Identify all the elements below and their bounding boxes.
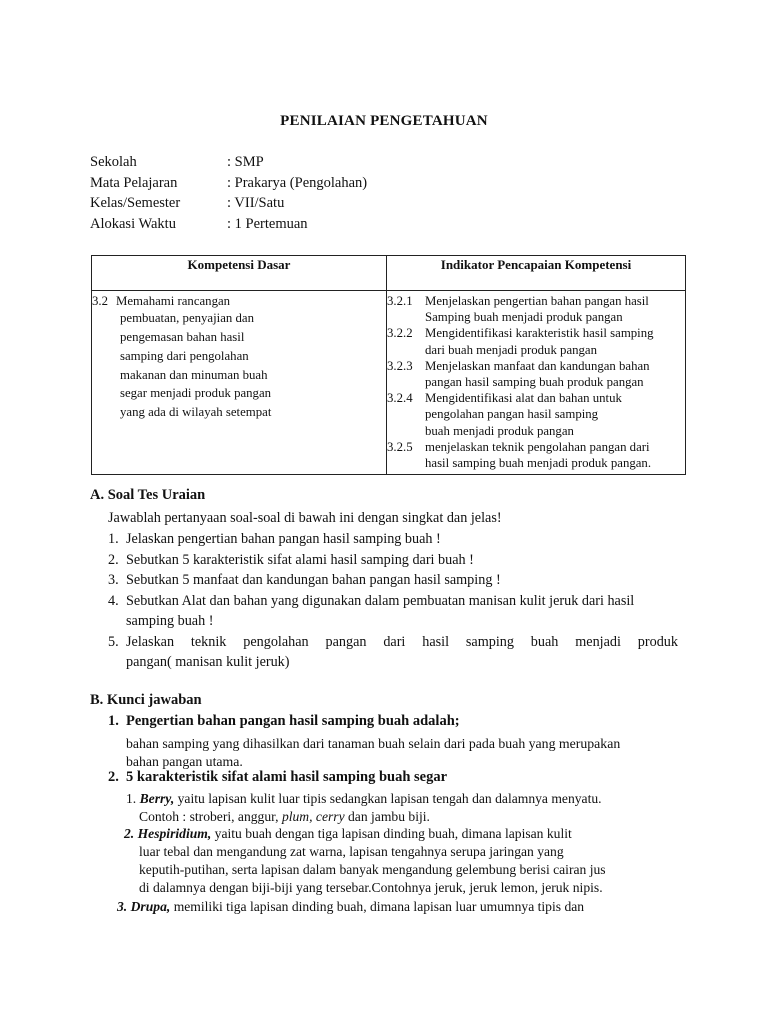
indicator-line: Mengidentifikasi alat dan bahan untuk xyxy=(425,391,622,406)
question-item xyxy=(108,632,678,673)
kd-line: pengemasan bahan hasil xyxy=(120,330,245,344)
characteristic-line: memiliki tiga lapisan dinding buah, dimana lapisan luar umumnya tipis dan xyxy=(173,899,585,914)
info-value: : Prakarya (Pengolahan) xyxy=(227,174,368,191)
indicator-item xyxy=(387,439,685,471)
page-title: PENILAIAN PENGETAHUAN xyxy=(280,113,488,129)
question-number: 4. xyxy=(108,592,119,609)
question-number: 2. xyxy=(108,551,119,568)
indicator-line: Mengidentifikasi karakteristik hasil samping xyxy=(425,326,654,341)
kd-number: 3.2 xyxy=(92,294,108,308)
info-row xyxy=(90,195,367,216)
question-number: 1. xyxy=(108,531,119,547)
kd-cell xyxy=(92,291,387,475)
info-label: Alokasi Waktu xyxy=(90,215,176,232)
competency-table xyxy=(91,255,686,475)
characteristic-item xyxy=(126,790,602,826)
indicator-line: menjelaskan teknik pengolahan pangan dari xyxy=(425,439,650,454)
question-item xyxy=(108,529,678,550)
kd-line: pembuatan, penyajian dan xyxy=(120,311,254,326)
question-text: Sebutkan 5 karakteristik sifat alami hasil samping dari buah ! xyxy=(126,551,474,568)
example-prefix: Contoh : stroberi, anggur, xyxy=(139,809,282,824)
indicator-line: buah menjadi produk pangan xyxy=(425,423,574,438)
indicator-number: 3.2.5 xyxy=(387,439,413,454)
indicator-text xyxy=(425,358,685,390)
info-row xyxy=(90,154,367,175)
question-item xyxy=(108,591,678,632)
characteristic-line: di dalamnya dengan biji-biji yang tersebar.Contohnya jeruk, jeruk lemon, jeruk nipis. xyxy=(139,880,603,895)
indicator-number: 3.2.1 xyxy=(387,294,413,308)
section-a-instruction: Jawablah pertanyaan soal-soal di bawah ini dengan singkat dan jelas! xyxy=(108,510,502,526)
section-b-heading: B. Kunci jawaban xyxy=(90,692,202,708)
question-list xyxy=(108,529,678,673)
question-number: 3. xyxy=(108,572,119,588)
characteristic-example xyxy=(126,808,602,826)
kd-line: Memahami rancangan xyxy=(116,294,231,308)
indicator-item xyxy=(387,293,685,325)
characteristic-line: yaitu lapisan kulit luar tipis sedangkan lapisan tengah dan dalamnya menyatu. xyxy=(177,791,602,806)
info-label: Sekolah xyxy=(90,154,137,170)
table-header-indicator: Indikator Pencapaian Kompetensi xyxy=(387,256,686,291)
question-text xyxy=(126,632,678,673)
question-line: Sebutkan Alat dan bahan yang digunakan dalam pembuatan manisan kulit jeruk dari hasil xyxy=(126,592,635,609)
question-text xyxy=(126,591,678,632)
answer-number: 2. xyxy=(108,769,119,785)
answer-line: bahan pangan utama. xyxy=(126,753,243,769)
question-line: Jelaskan teknik pengolahan pangan dari hasil samping buah menjadi produk xyxy=(126,633,678,650)
indicator-line: Menjelaskan pengertian bahan pangan hasil xyxy=(425,294,649,308)
characteristic-line: luar tebal dan mengandung zat warna, lapisan tengahnya serupa jaringan yang xyxy=(139,844,564,859)
characteristic-term: Drupa, xyxy=(130,899,171,914)
indicator-item xyxy=(387,358,685,390)
indicator-item xyxy=(387,390,685,439)
example-suffix: dan jambu biji. xyxy=(344,809,430,824)
indicator-text xyxy=(425,325,685,357)
info-label: Kelas/Semester xyxy=(90,195,181,211)
answer-number: 1. xyxy=(108,713,119,729)
info-value: : VII/Satu xyxy=(227,195,285,211)
indicator-number: 3.2.2 xyxy=(387,326,413,341)
indicator-line: Samping buah menjadi produk pangan xyxy=(425,310,623,325)
section-a-heading: A. Soal Tes Uraian xyxy=(90,487,206,503)
indicator-line: hasil samping buah menjadi produk pangan. xyxy=(425,456,652,471)
indicator-number: 3.2.3 xyxy=(387,358,413,373)
table-header-row xyxy=(92,256,686,291)
question-text: Sebutkan 5 manfaat dan kandungan bahan pangan hasil samping ! xyxy=(126,572,501,588)
indicator-line: dari buah menjadi produk pangan xyxy=(425,342,597,357)
table-row xyxy=(92,291,686,475)
question-number: 5. xyxy=(108,633,119,650)
kd-line: yang ada di wilayah setempat xyxy=(120,405,272,420)
characteristic-term: Hespiridium, xyxy=(137,826,212,841)
question-item xyxy=(108,570,678,591)
info-value: : 1 Pertemuan xyxy=(227,215,308,232)
indicator-text xyxy=(425,439,685,471)
kd-rest xyxy=(92,309,386,422)
kd-line: makanan dan minuman buah xyxy=(120,367,268,382)
answer-line: bahan samping yang dihasilkan dari tanaman buah selain dari pada buah yang merupakan xyxy=(126,736,621,751)
indicator-text xyxy=(425,293,685,325)
indicator-text xyxy=(425,390,685,439)
indicator-line: Menjelaskan manfaat dan kandungan bahan xyxy=(425,358,650,373)
characteristic-line: keputih-putihan, serta lapisan dalam banyak mengandung gelembung berisi cairan jus xyxy=(139,862,606,877)
question-text: Jelaskan pengertian bahan pangan hasil samping buah ! xyxy=(126,531,441,547)
indicator-cell xyxy=(387,291,686,475)
characteristic-term: Berry, xyxy=(139,791,175,806)
characteristic-number: 2. xyxy=(124,826,135,841)
info-label: Mata Pelajaran xyxy=(90,174,178,191)
indicator-item xyxy=(387,325,685,357)
info-row xyxy=(90,175,367,196)
characteristic-number: 3. xyxy=(117,899,128,914)
kd-first-line xyxy=(92,293,386,309)
info-value: : SMP xyxy=(227,154,264,170)
characteristic-number: 1. xyxy=(126,791,137,806)
question-item xyxy=(108,550,678,571)
info-row xyxy=(90,216,367,237)
indicator-number: 3.2.4 xyxy=(387,391,413,406)
characteristic-item xyxy=(124,825,606,897)
answer-title: Pengertian bahan pangan hasil samping buah adalah; xyxy=(126,713,460,729)
question-line: samping buah ! xyxy=(126,613,214,629)
characteristic-item xyxy=(117,898,584,916)
characteristic-line: yaitu buah dengan tiga lapisan dinding buah, dimana lapisan kulit xyxy=(214,826,572,841)
question-line: pangan( manisan kulit jeruk) xyxy=(126,654,290,670)
answer-1-body xyxy=(126,735,620,770)
kd-line: segar menjadi produk pangan xyxy=(120,386,272,401)
info-block xyxy=(90,154,367,236)
indicator-line: pengolahan pangan hasil samping xyxy=(425,407,599,422)
answer-2-heading xyxy=(108,769,447,786)
answer-title: 5 karakteristik sifat alami hasil samping buah segar xyxy=(126,769,448,785)
answer-1-heading xyxy=(108,713,460,730)
table-header-kd: Kompetensi Dasar xyxy=(92,256,387,291)
example-italic: plum, cerry xyxy=(281,809,345,824)
indicator-line: pangan hasil samping buah produk pangan xyxy=(425,375,644,390)
kd-line: samping dari pengolahan xyxy=(120,348,249,363)
